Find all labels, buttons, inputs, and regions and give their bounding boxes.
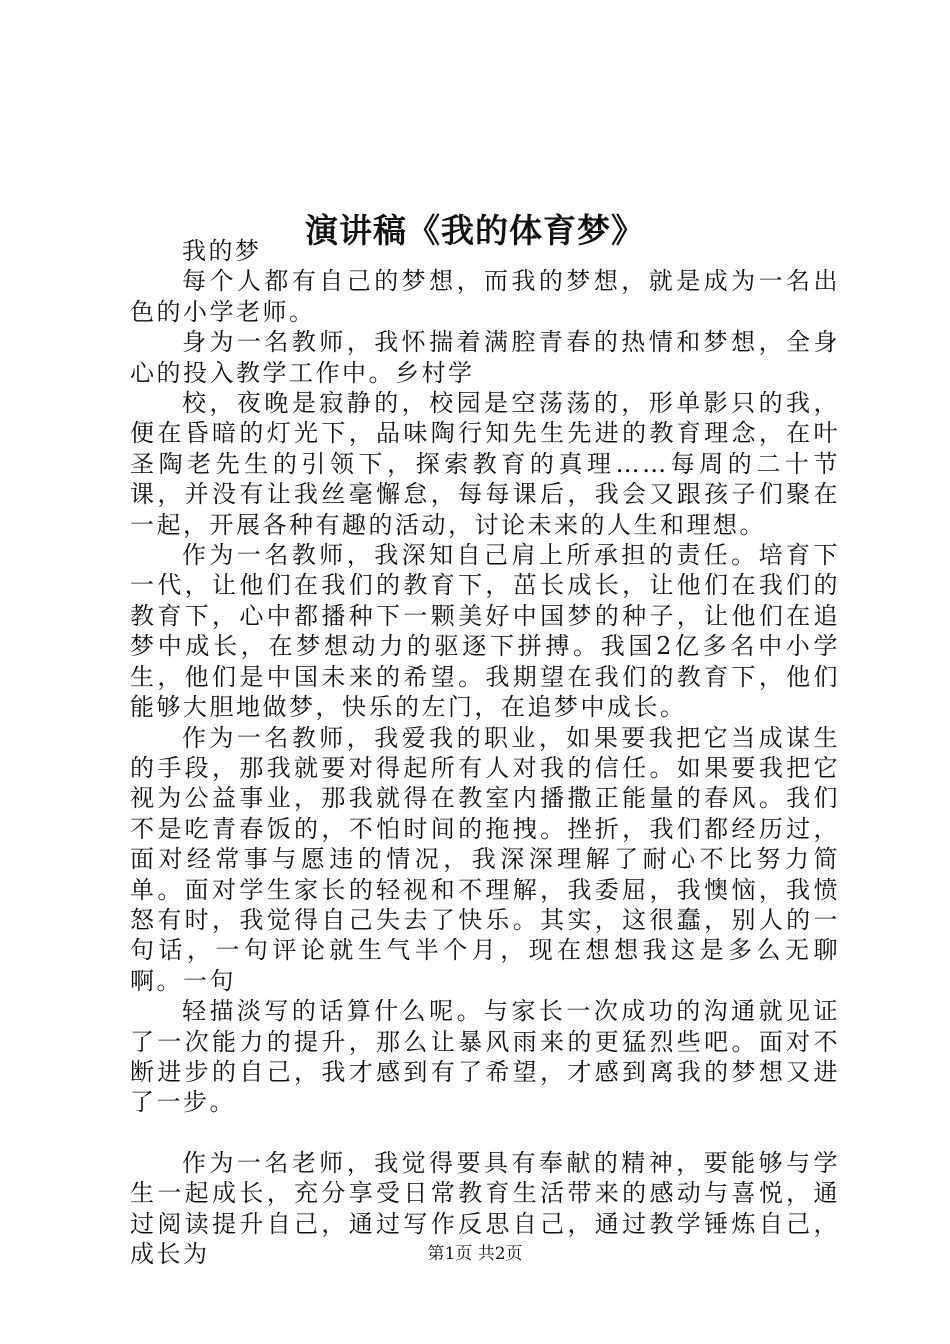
paragraph-6: 作为一名教师，我爱我的职业，如果要我把它当成谋生的手段，那我就要对得起所有人对我的信任。如果要我把它视为公益事业，那我就得在教室内播撒正能量的春风。我们不是吃青春饭的，不怕时间的拖拽。挫折，我们都经历过，面对经常事与愿违的情况，我深深理解了耐心不比努力简单。面对学生家长的轻视和不理解，我委屈，我懊恼，我愤怒有时，我觉得自己失去了快乐。其实，这很蠢，别人的一句话，一句评论就生气半个月，现在想想我这是多么无聊啊。一句 <box>130 723 840 995</box>
paragraph-2: 每个人都有自己的梦想，而我的梦想，就是成为一名出色的小学老师。 <box>130 267 840 326</box>
paragraph-1: 我的梦 <box>182 237 262 265</box>
document-title: 演讲稿《我的体育梦》 <box>305 211 645 251</box>
paragraph-4: 校，夜晚是寂静的，校园是空荡荡的，形单影只的我，便在昏暗的灯光下，品味陶行知先生先进的教育理念，在叶圣陶老先生的引领下，探索教育的真理……每周的二十节课，并没有让我丝毫懈怠，每每课后，我会又跟孩子们聚在一起，开展各种有趣的活动，讨论未来的人生和理想。 <box>130 389 840 539</box>
page-footer: 第1页 共2页 <box>427 1244 523 1264</box>
document-body <box>130 236 840 1269</box>
paragraph-5: 作为一名教师，我深知自己肩上所承担的责任。培育下一代，让他们在我们的教育下，茁长成长，让他们在我们的教育下，心中都播种下一颗美好中国梦的种子，让他们在追梦中成长，在梦想动力的驱逐下拼搏。我国2亿多名中小学生，他们是中国未来的希望。我期望在我们的教育下，他们能够大胆地做梦，快乐的左门，在追梦中成长。 <box>130 541 840 722</box>
paragraph-8: 作为一名老师，我觉得要具有奉献的精神，要能够与学生一起成长，充分享受日常教育生活带来的感动与喜悦，通过阅读提升自己，通过写作反思自己，通过教学锤炼自己，成长为 <box>130 1148 840 1268</box>
paragraph-3: 身为一名教师，我怀揣着满腔青春的热情和梦想，全身心的投入教学工作中。乡村学 <box>130 328 840 387</box>
paragraph-7: 轻描淡写的话算什么呢。与家长一次成功的沟通就见证了一次能力的提升，那么让暴风雨来的更猛烈些吧。面对不断进步的自己，我才感到有了希望，才感到离我的梦想又进了一步。 <box>130 997 840 1117</box>
